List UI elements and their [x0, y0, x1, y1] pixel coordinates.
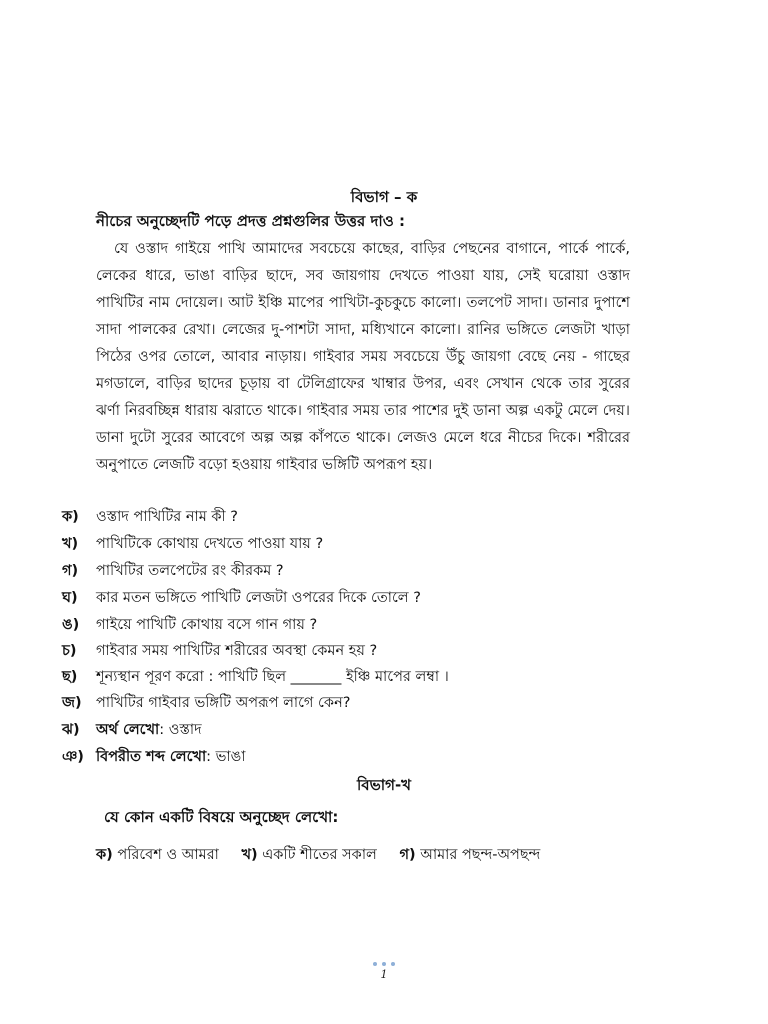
question-number: চ)	[62, 643, 77, 659]
question-item	[62, 664, 449, 691]
question-number: ছ)	[62, 669, 78, 685]
question-text: কার মতন ভঙ্গিতে পাখিটি লেজটা ওপরের দিকে তোলে ?	[96, 590, 421, 606]
page-number: 1	[380, 968, 388, 981]
question-item	[62, 531, 323, 558]
ellipsis-icon	[371, 960, 397, 968]
topic-text: আমার পছন্দ-অপছন্দ	[420, 847, 541, 863]
question-number: ঝ)	[62, 722, 80, 738]
question-number: ঘ)	[62, 590, 78, 606]
question-text: শূন্যস্থান পূরণ করো : পাখিটি ছিল _______ ইঞ্চি মাপের লম্বা ।	[96, 669, 449, 685]
question-text: ওস্তাদ পাখিটির নাম কী ?	[96, 509, 239, 525]
question-item	[62, 612, 317, 639]
question-text: পাখিটিকে কোথায় দেখতে পাওয়া যায় ?	[96, 536, 324, 552]
question-label: বিপরীত শব্দ লেখো	[96, 749, 207, 765]
section-b-heading: বিভাগ-খ	[356, 776, 412, 794]
question-text: পাখিটির গাইবার ভঙ্গিটি অপরূপ লাগে কেন?	[96, 695, 351, 711]
essay-topics	[96, 844, 540, 868]
topic-number: গ)	[399, 847, 416, 863]
question-text: পাখিটির তলপেটের রং কীরকম ?	[96, 563, 284, 579]
question-number: ক)	[62, 509, 79, 525]
topic-number: ক)	[96, 847, 113, 863]
question-item	[62, 558, 284, 585]
topic-text: একটি শীতের সকাল	[262, 847, 377, 863]
page-footer	[371, 960, 397, 981]
section-a-heading: বিভাগ – ক	[350, 188, 418, 206]
question-item	[62, 717, 202, 744]
question-text: গাইবার সময় পাখিটির শরীরের অবস্থা কেমন হয় ?	[96, 643, 378, 659]
question-number: ঞ)	[62, 749, 84, 765]
question-number: গ)	[62, 563, 79, 579]
question-number: জ)	[62, 695, 82, 711]
section-a-instruction: নীচের অনুচ্ছেদটি পড়ে প্রদত্ত প্রশ্নগুলির উত্তর দাও :	[96, 212, 406, 230]
section-b-instruction: যে কোন একটি বিষয়ে অনুচ্ছেদ লেখো:	[104, 808, 339, 826]
question-text: গাইয়ে পাখিটি কোথায় বসে গান গায় ?	[96, 617, 318, 633]
reading-passage: যে ওস্তাদ গাইয়ে পাখি আমাদের সবচেয়ে কাছের, বাড়ির পেছনের বাগানে, পার্কে পার্কে, লেকের ধারে, ভাঙা বাড়ির ছাদে, সব জায়গায় দেখতে পাওয়া যায়, সেই ঘরোয়া ওস্তাদ পাখিটির নাম দোয়েল। আট ইঞ্চি মাপের পাখিটা-কুচকুচে কালো। তলপেট সাদা। ডানার দুপাশে সাদা পালকের রেখা। লেজের দু-পাশটা সাদা, মধ্যিখানে কালো। রানির ভঙ্গিতে লেজটা খাড়া পিঠের ওপর তোলে, আবার নাড়ায়। গাইবার সময় সবচেয়ে উঁচু জায়গা বেছে নেয় - গাছের মগডালে, বাড়ির ছাদের চূড়ায় বা টেলিগ্রাফের খাম্বার উপর, এবং সেখান থেকে তার সুরের ঝর্ণা নিরবচ্ছিন্ন ধারায় ঝরাতে থাকে। গাইবার সময় তার পাশের দুই ডানা অল্প একটু মেলে দেয়। ডানা দুটো সুরের আবেগে অল্প অল্প কাঁপতে থাকে। লেজও মেলে ধরে নীচের দিকে। শরীরের অনুপাতে লেজটি বড়ো হওয়ায় গাইবার ভঙ্গিটি অপরূপ হয়।	[96, 241, 630, 473]
topic-number: খ)	[241, 847, 258, 863]
question-item	[62, 690, 350, 717]
question-item	[62, 638, 377, 665]
question-number: ঙ)	[62, 617, 80, 633]
question-number: খ)	[62, 536, 79, 552]
question-item	[62, 585, 421, 612]
topic-text: পরিবেশ ও আমরা	[117, 847, 219, 863]
question-label: অর্থ লেখো	[96, 722, 160, 738]
question-text: : ওস্তাদ	[159, 722, 202, 738]
question-item	[62, 744, 246, 771]
question-item	[62, 504, 238, 531]
question-text: : ভাঙা	[206, 749, 246, 765]
